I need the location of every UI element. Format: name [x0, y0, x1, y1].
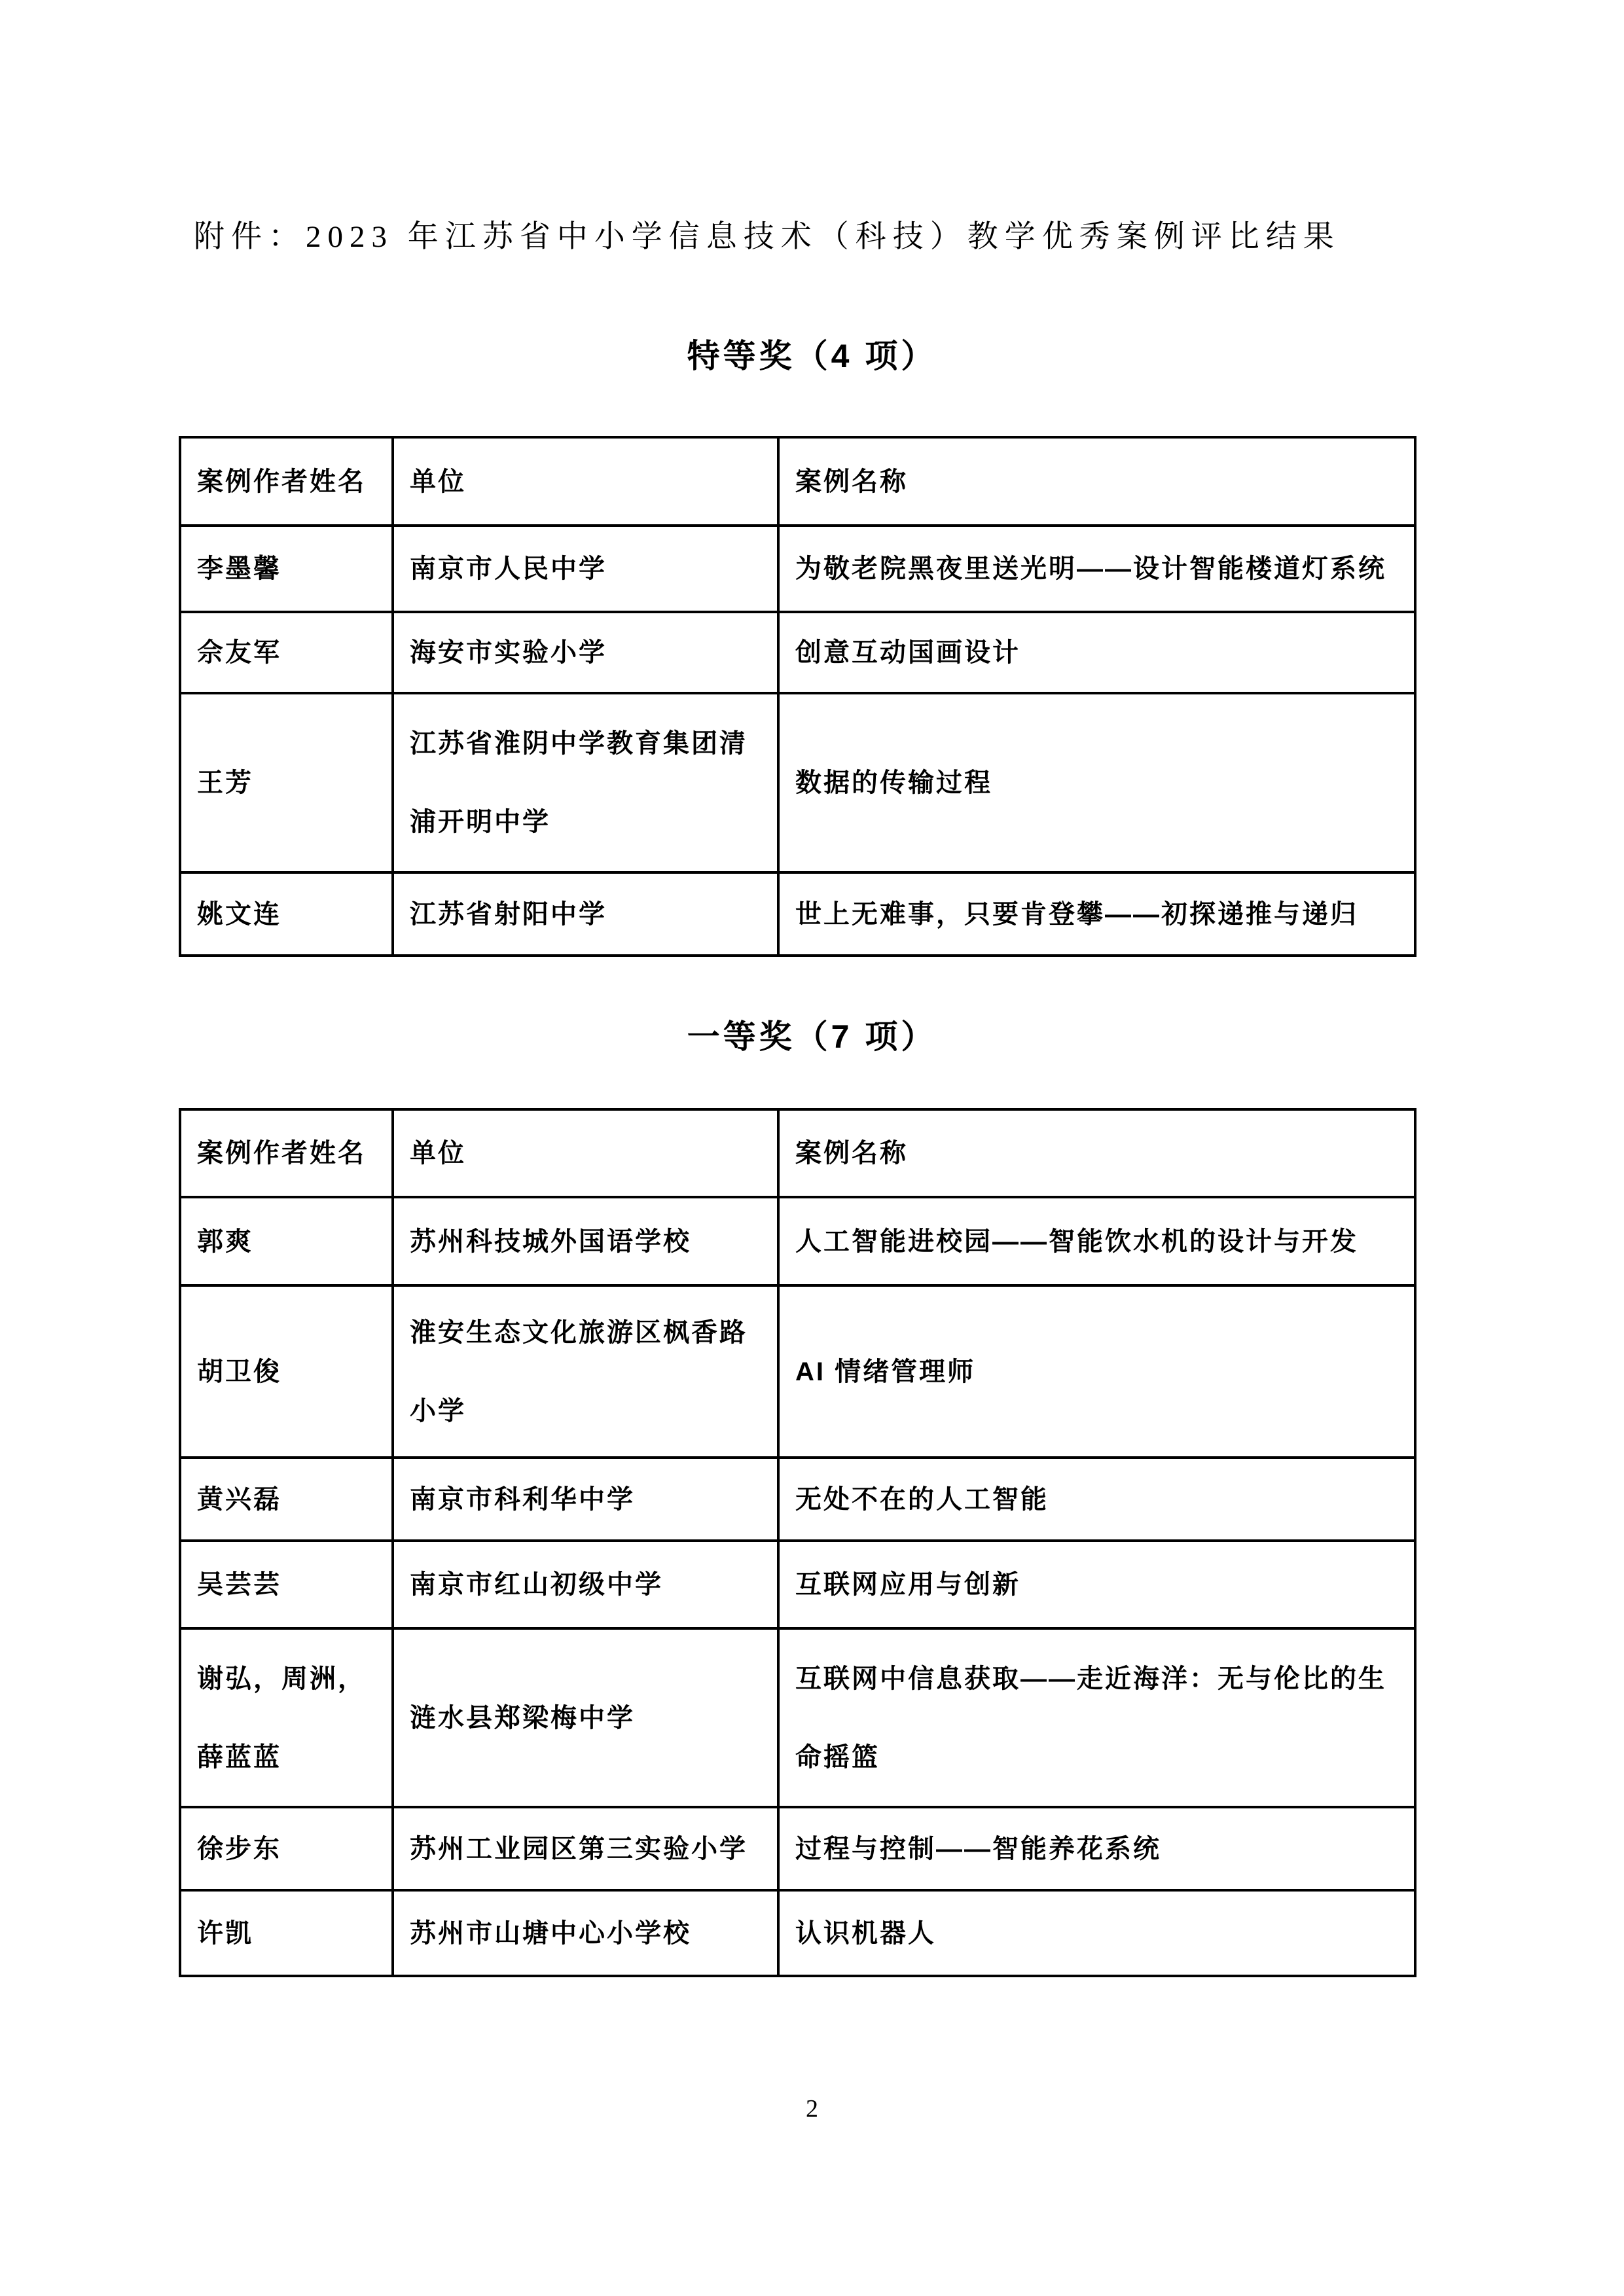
- case-name-cell: 数据的传输过程: [778, 693, 1415, 872]
- table-row: [180, 1628, 1415, 1807]
- unit-cell: 江苏省淮阴中学教育集团清浦开明中学: [393, 693, 778, 872]
- case-name-cell: 认识机器人: [778, 1890, 1415, 1976]
- unit-cell: 海安市实验小学: [393, 612, 778, 693]
- unit-cell: 南京市人民中学: [393, 526, 778, 612]
- table-row: [180, 612, 1415, 693]
- case-name-cell: 互联网中信息获取——走近海洋：无与伦比的生命摇篮: [778, 1628, 1415, 1807]
- unit-cell: 涟水县郑梁梅中学: [393, 1628, 778, 1807]
- case-name-cell: 无处不在的人工智能: [778, 1458, 1415, 1541]
- section-heading-special-prize: 特等奖（4 项）: [687, 338, 937, 374]
- case-name-cell: 世上无难事，只要肯登攀——初探递推与递归: [778, 872, 1415, 956]
- unit-cell: 淮安生态文化旅游区枫香路小学: [393, 1285, 778, 1458]
- case-name-cell: 互联网应用与创新: [778, 1541, 1415, 1628]
- case-name-cell: 为敬老院黑夜里送光明——设计智能楼道灯系统: [778, 526, 1415, 612]
- column-header: 案例名称: [778, 1109, 1415, 1197]
- column-header: 案例作者姓名: [180, 437, 393, 526]
- table-row: [180, 1197, 1415, 1285]
- unit-cell: 苏州科技城外国语学校: [393, 1197, 778, 1285]
- first-prize-table: [179, 1108, 1416, 1977]
- page-number: 2: [806, 2095, 818, 2123]
- author-cell: 谢弘，周洲，薛蓝蓝: [180, 1628, 393, 1807]
- author-cell: 郭爽: [180, 1197, 393, 1285]
- author-cell: 王芳: [180, 693, 393, 872]
- author-cell: 佘友军: [180, 612, 393, 693]
- table-row: [180, 1458, 1415, 1541]
- column-header: 案例名称: [778, 437, 1415, 526]
- special-prize-table: [179, 436, 1416, 957]
- column-header: 案例作者姓名: [180, 1109, 393, 1197]
- author-cell: 李墨馨: [180, 526, 393, 612]
- header-row: [180, 1109, 1415, 1197]
- table-row: [180, 1285, 1415, 1458]
- section-heading-first-prize: 一等奖（7 项）: [687, 1018, 937, 1055]
- unit-cell: 南京市科利华中学: [393, 1458, 778, 1541]
- table-row: [180, 1807, 1415, 1890]
- header-row: [180, 437, 1415, 526]
- author-cell: 姚文连: [180, 872, 393, 956]
- author-cell: 胡卫俊: [180, 1285, 393, 1458]
- case-name-cell: 人工智能进校园——智能饮水机的设计与开发: [778, 1197, 1415, 1285]
- author-cell: 许凯: [180, 1890, 393, 1976]
- author-cell: 黄兴磊: [180, 1458, 393, 1541]
- document-title: 附件：2023 年江苏省中小学信息技术（科技）教学优秀案例评比结果: [194, 220, 1341, 254]
- case-name-cell: AI 情绪管理师: [778, 1285, 1415, 1458]
- column-header: 单位: [393, 1109, 778, 1197]
- author-cell: 吴芸芸: [180, 1541, 393, 1628]
- table-row: [180, 872, 1415, 956]
- column-header: 单位: [393, 437, 778, 526]
- table-row: [180, 693, 1415, 872]
- unit-cell: 苏州工业园区第三实验小学: [393, 1807, 778, 1890]
- unit-cell: 南京市红山初级中学: [393, 1541, 778, 1628]
- table-row: [180, 526, 1415, 612]
- unit-cell: 苏州市山塘中心小学校: [393, 1890, 778, 1976]
- author-cell: 徐步东: [180, 1807, 393, 1890]
- case-name-cell: 创意互动国画设计: [778, 612, 1415, 693]
- table-row: [180, 1541, 1415, 1628]
- unit-cell: 江苏省射阳中学: [393, 872, 778, 956]
- case-name-cell: 过程与控制——智能养花系统: [778, 1807, 1415, 1890]
- table-row: [180, 1890, 1415, 1976]
